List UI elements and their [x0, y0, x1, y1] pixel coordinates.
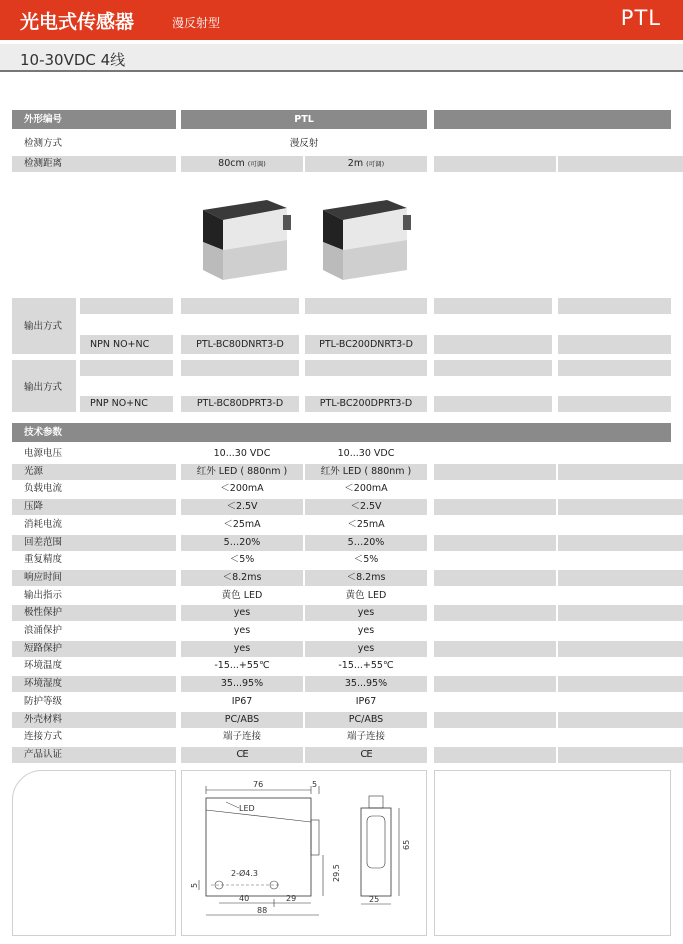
spec-value-1: ＜8.2ms	[181, 570, 303, 586]
spec-value-1: 黄色 LED	[221, 589, 263, 601]
empty-cell	[558, 712, 683, 728]
spec-label: 光源	[12, 464, 176, 480]
empty-cell	[305, 298, 427, 314]
empty-cell	[80, 360, 173, 376]
spec-value-2: 黄色 LED	[345, 589, 387, 601]
spec-row	[12, 499, 671, 515]
npn-model-2: PTL-BC200DNRT3-D	[305, 335, 427, 354]
empty-cell	[558, 481, 683, 497]
spec-label: 极性保护	[12, 605, 176, 621]
spec-row	[12, 676, 671, 692]
spec-value-1: ＜25mA	[223, 518, 261, 530]
dim-88: 88	[257, 906, 268, 915]
spec-row	[12, 694, 671, 710]
pnp-type: PNP NO+NC	[80, 396, 173, 412]
spec-value-1: ＜5%	[229, 554, 255, 566]
sensor-image-1	[195, 190, 295, 285]
empty-cell	[558, 156, 683, 172]
product-title: 光电式传感器	[20, 11, 135, 33]
spec-label: 重复精度	[24, 554, 63, 566]
dim-40: 40	[239, 894, 250, 903]
spec-value-2: IP67	[355, 695, 377, 707]
dim-5-left: 5	[190, 882, 199, 888]
empty-cell	[558, 658, 683, 674]
spec-value-2: -15...+55℃	[338, 660, 394, 672]
empty-cell	[434, 156, 556, 172]
empty-cell	[434, 499, 556, 515]
empty-cell	[558, 360, 671, 376]
spec-label: 电源电压	[24, 448, 63, 459]
shape-model: PTL	[181, 110, 427, 129]
spec-value-2: 10...30 VDC	[337, 448, 395, 459]
spec-value-1: yes	[181, 641, 303, 657]
empty-cell	[434, 676, 556, 692]
subheader-text: 10-30VDC 4线	[20, 51, 126, 69]
spec-row	[12, 658, 671, 674]
empty-cell	[434, 535, 556, 551]
spec-value-2: ＜200mA	[344, 483, 388, 495]
empty-cell	[558, 298, 671, 314]
npn-model-1: PTL-BC80DNRT3-D	[181, 335, 299, 354]
empty-cell	[558, 335, 671, 354]
spec-value-2: 35...95%	[305, 676, 427, 692]
dimension-drawing	[181, 770, 427, 936]
spec-value-1: 10...30 VDC	[213, 448, 271, 459]
empty-cell	[434, 729, 556, 745]
spec-label: 消耗电流	[24, 518, 63, 530]
drawing-label-panel	[12, 770, 176, 936]
spec-label: 响应时间	[12, 570, 176, 586]
empty-cell	[558, 446, 683, 462]
empty-cell	[558, 729, 683, 745]
shape-empty	[434, 110, 671, 129]
product-subtitle: 漫反射型	[172, 16, 221, 30]
spec-value-1: yes	[233, 625, 251, 636]
detect-distance-row	[12, 156, 671, 172]
spec-row	[12, 464, 671, 480]
spec-value-2: ＜5%	[353, 554, 379, 566]
spec-value-2: yes	[305, 605, 427, 621]
detect-method-label: 检测方式	[24, 138, 63, 149]
subheader-bar	[0, 44, 683, 72]
spec-label: 负载电流	[24, 483, 63, 495]
spec-row	[12, 747, 671, 763]
empty-cell	[558, 605, 683, 621]
spec-value-1: 35...95%	[181, 676, 303, 692]
spec-label: 环境温度	[24, 660, 63, 672]
empty-cell	[558, 517, 683, 533]
spec-value-1: CE	[181, 747, 303, 763]
empty-cell	[434, 552, 556, 568]
pnp-output-label: 输出方式	[24, 382, 63, 393]
empty-cell	[434, 658, 556, 674]
spec-value-2: yes	[305, 641, 427, 657]
led-label: LED	[239, 804, 255, 813]
drawing-panel-empty	[434, 770, 671, 936]
spec-value-2: ＜25mA	[347, 518, 385, 530]
empty-cell	[558, 464, 683, 480]
spec-row	[12, 517, 671, 533]
spec-row	[12, 481, 671, 497]
dim-25: 25	[369, 895, 380, 904]
dim-29: 29	[286, 894, 297, 903]
spec-label: 连接方式	[24, 731, 63, 743]
spec-row	[12, 535, 671, 551]
spec-row	[12, 605, 671, 621]
spec-label: 浪涌保护	[24, 625, 63, 636]
detect-distance-v1: 80cm (可调)	[181, 156, 303, 172]
spec-label: 短路保护	[12, 641, 176, 657]
empty-cell	[558, 676, 683, 692]
spec-label: 防护等级	[24, 695, 63, 707]
empty-cell	[558, 747, 683, 763]
spec-label: 外壳材料	[12, 712, 176, 728]
spec-label: 输出指示	[24, 589, 63, 601]
spec-value-1: yes	[181, 605, 303, 621]
spec-row	[12, 729, 671, 745]
dim-76: 76	[253, 780, 264, 789]
spec-value-1: IP67	[231, 695, 253, 707]
empty-cell	[181, 298, 299, 314]
spec-label: 回差范围	[12, 535, 176, 551]
npn-type: NPN NO+NC	[80, 335, 173, 354]
empty-cell	[434, 360, 552, 376]
spec-value-2: 5…20%	[305, 535, 427, 551]
empty-cell	[558, 396, 671, 412]
shape-label: 外形编号	[12, 110, 176, 129]
spec-row	[12, 588, 671, 604]
empty-cell	[434, 517, 556, 533]
empty-cell	[434, 605, 556, 621]
empty-cell	[434, 694, 556, 710]
spec-row	[12, 552, 671, 568]
spec-value-1: 5…20%	[181, 535, 303, 551]
spec-value-1: PC/ABS	[181, 712, 303, 728]
empty-cell	[558, 535, 683, 551]
empty-cell	[558, 623, 683, 639]
spec-label: 环境湿度	[12, 676, 176, 692]
empty-cell	[80, 298, 173, 314]
empty-cell	[434, 747, 556, 763]
detect-method-row	[12, 136, 671, 152]
empty-cell	[558, 499, 683, 515]
spec-value-2: ＜8.2ms	[305, 570, 427, 586]
dim-65: 65	[402, 839, 411, 850]
npn-output-label: 输出方式	[24, 321, 63, 332]
spec-row	[12, 446, 671, 462]
empty-cell	[558, 641, 683, 657]
spec-row	[12, 712, 671, 728]
empty-cell	[434, 623, 556, 639]
empty-cell	[558, 570, 683, 586]
spec-value-2: PC/ABS	[305, 712, 427, 728]
empty-cell	[434, 481, 556, 497]
spec-value-2: CE	[305, 747, 427, 763]
empty-cell	[558, 694, 683, 710]
empty-cell	[434, 641, 556, 657]
spec-label: 产品认证	[12, 747, 176, 763]
spec-value-1: 红外 LED ( 880nm )	[181, 464, 303, 480]
empty-cell	[434, 464, 556, 480]
spec-value-1: 端子连接	[222, 731, 261, 743]
empty-cell	[434, 570, 556, 586]
product-code: PTL	[620, 6, 661, 30]
spec-value-2: 红外 LED ( 880nm )	[305, 464, 427, 480]
spec-value-2: 端子连接	[346, 731, 385, 743]
spec-value-1: ＜2.5V	[181, 499, 303, 515]
spec-row	[12, 570, 671, 586]
pnp-model-2: PTL-BC200DPRT3-D	[305, 396, 427, 412]
detect-method-value: 漫反射	[289, 138, 319, 149]
detect-distance-label: 检测距离	[12, 156, 176, 172]
pnp-model-1: PTL-BC80DPRT3-D	[181, 396, 299, 412]
spec-row	[12, 641, 671, 657]
hole-dim: 2-Ø4.3	[231, 869, 258, 878]
spec-value-2: yes	[357, 625, 375, 636]
dim-5-top: 5	[312, 780, 318, 789]
detect-distance-v2: 2m (可调)	[305, 156, 427, 172]
sensor-image-2	[315, 190, 415, 285]
empty-cell	[434, 712, 556, 728]
dim-29-5: 29.5	[332, 864, 341, 882]
spec-label: 压降	[12, 499, 176, 515]
empty-cell	[558, 588, 683, 604]
empty-cell	[305, 360, 427, 376]
page-header	[0, 0, 683, 40]
spec-value-1: ＜200mA	[220, 483, 264, 495]
empty-cell	[434, 335, 552, 354]
spec-row	[12, 623, 671, 639]
spec-value-2: ＜2.5V	[305, 499, 427, 515]
spec-value-1: -15...+55℃	[214, 660, 270, 672]
tech-section-header: 技术参数	[12, 423, 671, 442]
empty-cell	[434, 446, 556, 462]
empty-cell	[434, 588, 556, 604]
empty-cell	[558, 552, 683, 568]
empty-cell	[434, 298, 552, 314]
empty-cell	[434, 396, 552, 412]
empty-cell	[181, 360, 299, 376]
